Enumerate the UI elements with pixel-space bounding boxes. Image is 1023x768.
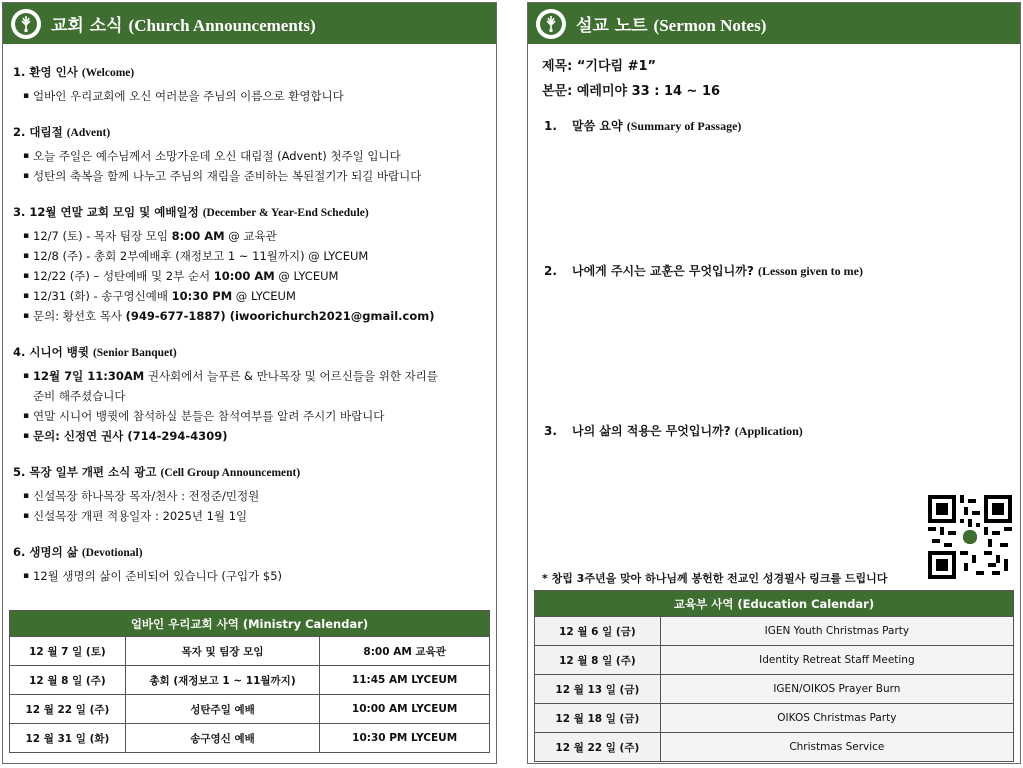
announcement-item: ▪ 성탄의 축복을 함께 나누고 주님의 재림을 준비하는 복된절기가 되길 바랍니다 xyxy=(13,166,486,186)
announcement-item: ▪ 연말 시니어 뱅큇에 참석하실 분들은 참석여부를 알려 주시기 바랍니다 xyxy=(13,406,486,426)
announcement-item: ▪ 문의: 황선호 목사 (949-677-1887) (iwoorichurch2021@gmail.com) xyxy=(13,306,486,326)
table-row xyxy=(10,724,490,753)
section-title: 2. 대림절 (Advent) xyxy=(13,125,111,139)
announcement-item: ▪ 12/8 (주) - 총회 2부예배후 (재정보고 1 ~ 11월까지) @ LYCEUM xyxy=(13,246,486,266)
table-cell: 송구영신 예배 xyxy=(125,724,320,753)
table-cell: 10:30 PM LYCEUM xyxy=(320,724,490,753)
table-cell: IGEN Youth Christmas Party xyxy=(660,617,1013,646)
table-cell: 성탄주일 예배 xyxy=(125,695,320,724)
question-2: 2. 나에게 주시는 교훈은 무엇입니까? (Lesson given to me) xyxy=(544,264,863,278)
announcement-item: ▪ 12/31 (화) - 송구영신예배 10:30 PM @ LYCEUM xyxy=(13,286,486,306)
sermon-header xyxy=(528,3,1020,44)
table-row xyxy=(10,695,490,724)
table-cell: Christmas Service xyxy=(660,733,1013,762)
table-cell: 10:00 AM LYCEUM xyxy=(320,695,490,724)
qr-code-icon[interactable] xyxy=(928,495,1012,579)
announcements-header xyxy=(3,3,496,44)
table-cell: 12 월 22 일 (주) xyxy=(10,695,126,724)
section-title: 3. 12월 연말 교회 모임 및 예배일정 (December & Year-End Schedule) xyxy=(13,205,369,219)
announcement-item: ▪ 12월 7일 11:30AM 권사회에서 늘푸른 & 만나목장 및 어르신들을 위한 자리를 xyxy=(13,366,486,386)
announcement-item: 준비 해주셨습니다 xyxy=(33,389,126,403)
table-cell: Identity Retreat Staff Meeting xyxy=(660,646,1013,675)
announcement-item: ▪ 12월 생명의 삶이 준비되어 있습니다 (구입가 $5) xyxy=(13,566,486,586)
table-cell: 12 월 18 일 (금) xyxy=(535,704,661,733)
section-title: 4. 시니어 뱅큇 (Senior Banquet) xyxy=(13,345,177,359)
table-row xyxy=(10,637,490,666)
table-cell: OIKOS Christmas Party xyxy=(660,704,1013,733)
announcement-item: ▪ 12/22 (주) – 성탄예배 및 2부 순서 10:00 AM @ LYCEUM xyxy=(13,266,486,286)
table-cell: 11:45 AM LYCEUM xyxy=(320,666,490,695)
table-cell: IGEN/OIKOS Prayer Burn xyxy=(660,675,1013,704)
table-cell: 12 월 22 일 (주) xyxy=(535,733,661,762)
announcement-item: ▪ 오늘 주일은 예수님께서 소망가운데 오신 대림절 (Advent) 첫주일 입니다 xyxy=(13,146,486,166)
table-cell: 12 월 31 일 (화) xyxy=(10,724,126,753)
church-tree-logo-icon xyxy=(11,9,41,39)
sermon-passage-line: 본문: 예레미야 33 : 14 ~ 16 xyxy=(542,84,721,99)
table-cell: 12 월 8 일 (주) xyxy=(10,666,126,695)
question-1: 1. 말씀 요약 (Summary of Passage) xyxy=(544,119,742,133)
table-row xyxy=(535,617,1014,646)
table-cell: 12 월 7 일 (토) xyxy=(10,637,126,666)
announcement-item: ▪ 신설목장 개편 적용일자 : 2025년 1월 1일 xyxy=(13,506,486,526)
bible-transcription-note: * 창립 3주년을 맞아 하나님께 봉헌한 전교인 성경필사 링크를 드립니다 xyxy=(542,572,888,585)
sermon-notes-panel xyxy=(527,2,1021,764)
table-row xyxy=(10,666,490,695)
table-row xyxy=(535,704,1014,733)
table-cell: 12 월 13 일 (금) xyxy=(535,675,661,704)
education-calendar-title: 교육부 사역 (Education Calendar) xyxy=(535,591,1014,617)
table-row xyxy=(535,733,1014,762)
ministry-calendar-table xyxy=(9,610,490,753)
church-announcements-panel xyxy=(2,2,497,764)
announcement-item: ▪ 문의: 신정연 권사 (714-294-4309) xyxy=(13,426,486,446)
ministry-calendar-title: 얼바인 우리교회 사역 (Ministry Calendar) xyxy=(10,611,490,637)
announcements-title: 교회 소식 (Church Announcements) xyxy=(51,16,316,36)
table-cell: 목자 및 팀장 모임 xyxy=(125,637,320,666)
section-title: 1. 환영 인사 (Welcome) xyxy=(13,65,135,79)
question-3: 3. 나의 삶의 적용은 무엇입니까? (Application) xyxy=(544,424,803,438)
table-row xyxy=(535,646,1014,675)
sermon-title-line: 제목: “기다림 #1” xyxy=(542,59,657,74)
education-calendar-table xyxy=(534,590,1014,762)
table-row xyxy=(535,675,1014,704)
table-cell: 8:00 AM 교육관 xyxy=(320,637,490,666)
church-tree-logo-icon xyxy=(536,9,566,39)
announcement-item: ▪ 얼바인 우리교회에 오신 여러분을 주님의 이름으로 환영합니다 xyxy=(13,86,486,106)
section-title: 5. 목장 일부 개편 소식 광고 (Cell Group Announcement) xyxy=(13,465,301,479)
sermon-title: 설교 노트 (Sermon Notes) xyxy=(576,16,767,36)
table-cell: 12 월 8 일 (주) xyxy=(535,646,661,675)
section-title: 6. 생명의 삶 (Devotional) xyxy=(13,545,143,559)
announcement-item: ▪ 12/7 (토) - 목자 팀장 모임 8:00 AM @ 교육관 xyxy=(13,226,486,246)
table-cell: 12 월 6 일 (금) xyxy=(535,617,661,646)
table-cell: 총회 (재정보고 1 ~ 11월까지) xyxy=(125,666,320,695)
announcements-list xyxy=(3,64,496,586)
announcement-item: ▪ 신설목장 하나목장 목자/천사 : 전정준/민정원 xyxy=(13,486,486,506)
